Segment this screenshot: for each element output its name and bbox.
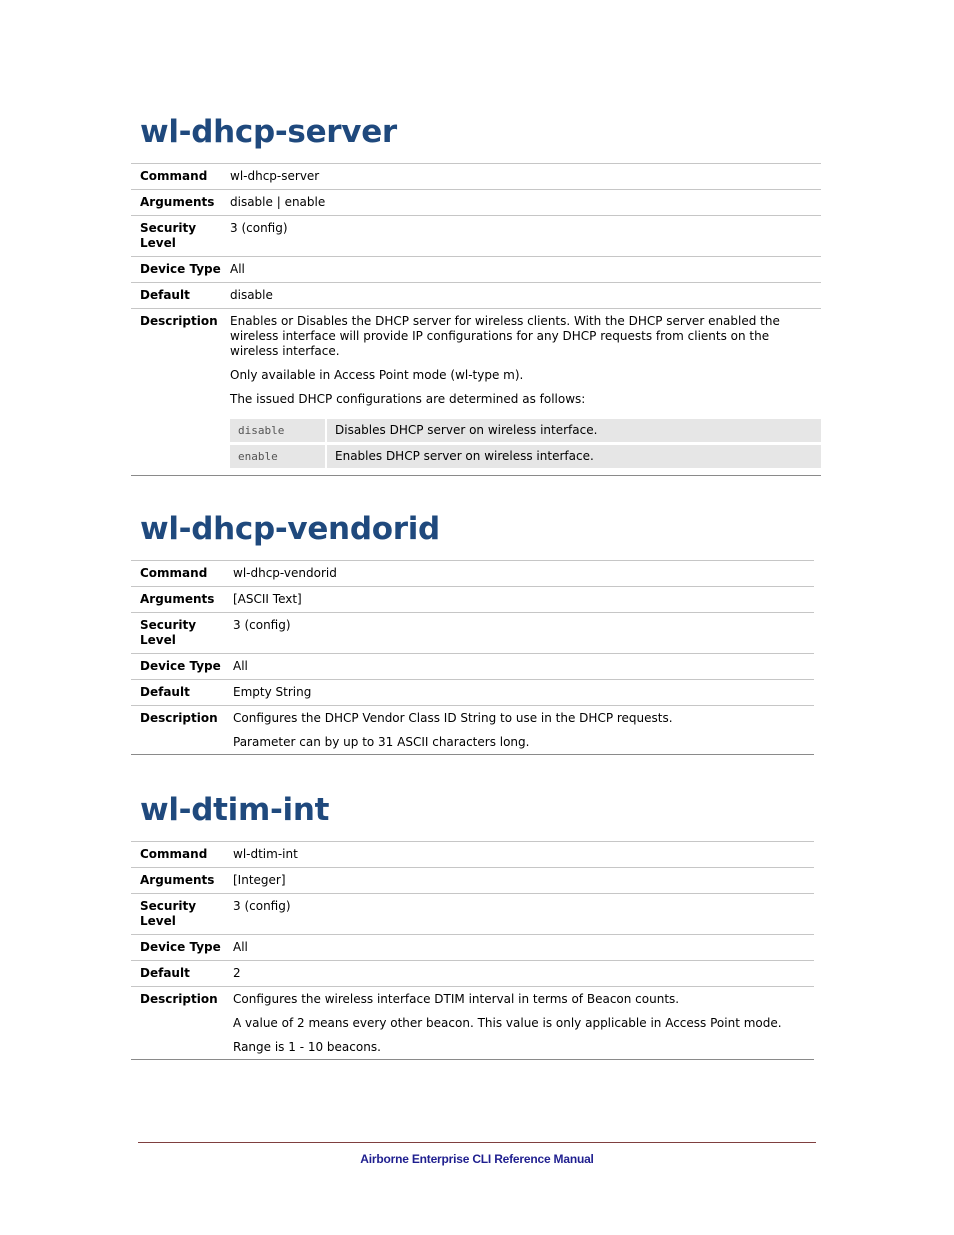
table-row: [131, 216, 821, 257]
reference-table: [131, 163, 821, 476]
table-row: [131, 164, 821, 190]
option-code: enable: [230, 445, 327, 468]
description-paragraph: Only available in Access Point mode (wl-type m).: [230, 368, 524, 382]
section-title: wl-dtim-int: [140, 792, 330, 828]
row-label-arguments: Arguments: [131, 190, 221, 216]
section-wl-dhcp-vendorid: [131, 511, 814, 755]
table-row: [131, 613, 814, 654]
table-row: [131, 961, 814, 987]
section-title: wl-dhcp-vendorid: [140, 511, 440, 547]
row-label-command: Command: [131, 561, 224, 587]
table-row: [131, 561, 814, 587]
row-value-default: 2: [224, 961, 814, 987]
options-table: [230, 416, 821, 471]
option-text: Enables DHCP server on wireless interface.: [327, 445, 821, 468]
table-row: [131, 587, 814, 613]
option-text: Disables DHCP server on wireless interface.: [327, 419, 821, 442]
row-label-command: Command: [131, 164, 221, 190]
row-value-command: wl-dtim-int: [224, 842, 814, 868]
table-row: [131, 987, 814, 1060]
table-row: [131, 654, 814, 680]
row-value-arguments: [ASCII Text]: [224, 587, 814, 613]
table-row: [131, 868, 814, 894]
row-value-description: [224, 706, 814, 755]
row-value-security-level: 3 (config): [224, 894, 814, 935]
option-row: [230, 419, 821, 442]
row-label-default: Default: [131, 283, 221, 309]
table-row: [131, 706, 814, 755]
table-row: [131, 283, 821, 309]
row-value-device-type: All: [221, 257, 821, 283]
table-row: [131, 257, 821, 283]
row-label-default: Default: [131, 680, 224, 706]
row-label-security-level: Security Level: [131, 894, 224, 935]
description-paragraph: Range is 1 - 10 beacons.: [233, 1040, 381, 1054]
table-row: [131, 935, 814, 961]
row-label-default: Default: [131, 961, 224, 987]
row-label-description: Description: [131, 706, 224, 755]
option-row: [230, 445, 821, 468]
option-code: disable: [230, 419, 327, 442]
row-label-security-level: Security Level: [131, 613, 224, 654]
row-value-description: [221, 309, 821, 476]
row-value-device-type: All: [224, 935, 814, 961]
row-value-command: wl-dhcp-vendorid: [224, 561, 814, 587]
section-title: wl-dhcp-server: [140, 114, 397, 150]
row-label-device-type: Device Type: [131, 935, 224, 961]
row-label-device-type: Device Type: [131, 654, 224, 680]
description-paragraph: A value of 2 means every other beacon. This value is only applicable in Access Point mode.: [233, 1016, 782, 1030]
description-paragraph: Configures the DHCP Vendor Class ID String to use in the DHCP requests.: [233, 711, 673, 725]
reference-table: [131, 560, 814, 755]
row-label-description: Description: [131, 309, 221, 476]
row-label-description: Description: [131, 987, 224, 1060]
row-value-description: [224, 987, 814, 1060]
row-label-command: Command: [131, 842, 224, 868]
section-wl-dtim-int: [131, 792, 814, 1060]
table-row: [131, 190, 821, 216]
section-wl-dhcp-server: [131, 114, 821, 476]
table-row: [131, 309, 821, 476]
row-label-arguments: Arguments: [131, 587, 224, 613]
footer-divider: [138, 1142, 816, 1143]
table-row: [131, 680, 814, 706]
row-value-device-type: All: [224, 654, 814, 680]
row-value-security-level: 3 (config): [221, 216, 821, 257]
description-paragraph: The issued DHCP configurations are determined as follows:: [230, 392, 586, 406]
footer-title: Airborne Enterprise CLI Reference Manual: [360, 1152, 594, 1166]
row-value-default: disable: [221, 283, 821, 309]
row-value-security-level: 3 (config): [224, 613, 814, 654]
row-value-default: Empty String: [224, 680, 814, 706]
description-paragraph: Enables or Disables the DHCP server for wireless clients. With the DHCP server enabled the wireless interface will provide IP configurations for any DHCP requests from clients on the wireless interface.: [230, 314, 780, 358]
row-value-arguments: [Integer]: [224, 868, 814, 894]
table-row: [131, 894, 814, 935]
row-value-command: wl-dhcp-server: [221, 164, 821, 190]
row-label-device-type: Device Type: [131, 257, 221, 283]
table-row: [131, 842, 814, 868]
reference-table: [131, 841, 814, 1060]
description-paragraph: Parameter can by up to 31 ASCII characters long.: [233, 735, 530, 749]
description-paragraph: Configures the wireless interface DTIM interval in terms of Beacon counts.: [233, 992, 680, 1006]
row-label-arguments: Arguments: [131, 868, 224, 894]
row-label-security-level: Security Level: [131, 216, 221, 257]
row-value-arguments: disable | enable: [221, 190, 821, 216]
